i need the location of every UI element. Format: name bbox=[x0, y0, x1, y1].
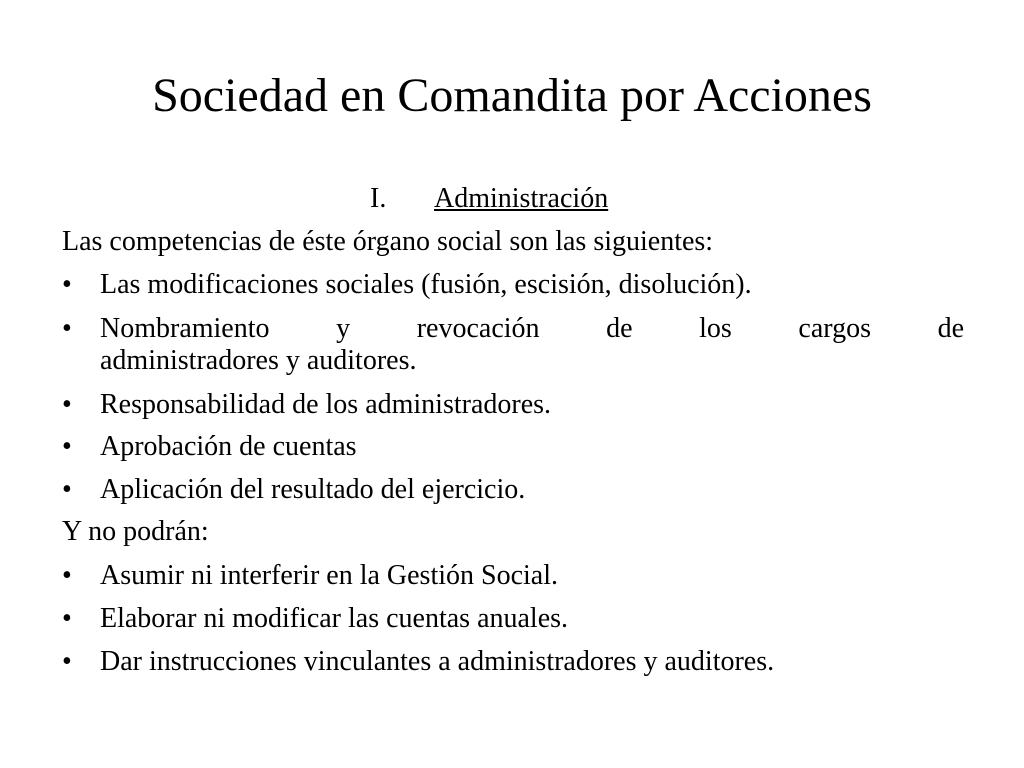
list-item-competencia-4 bbox=[62, 431, 964, 463]
prohibiciones-intro: Y no podrán: bbox=[62, 516, 209, 547]
list-item-text: Aprobación de cuentas bbox=[100, 431, 357, 462]
list-item-text: Elaborar ni modificar las cuentas anuales. bbox=[100, 603, 569, 634]
bullet-icon: • bbox=[62, 474, 72, 505]
intro-text: Las competencias de éste órgano social son las siguientes: bbox=[62, 226, 714, 257]
bullet-icon: • bbox=[62, 269, 72, 300]
list-item-text: Responsabilidad de los administradores. bbox=[100, 389, 552, 420]
list-item-text: Dar instrucciones vinculantes a administradores y auditores. bbox=[100, 646, 775, 677]
list-item-text bbox=[100, 313, 964, 377]
section-heading bbox=[370, 182, 608, 216]
list-item-text: Asumir ni interferir en la Gestión Social. bbox=[100, 560, 558, 591]
list-item-competencia-2 bbox=[62, 313, 964, 377]
bullet-icon: • bbox=[62, 603, 72, 634]
list-item-text: Aplicación del resultado del ejercicio. bbox=[100, 474, 526, 505]
slide-title: Sociedad en Comandita por Acciones bbox=[152, 69, 872, 122]
bullet-icon: • bbox=[62, 431, 72, 462]
section-number: I. bbox=[370, 183, 387, 214]
bullet-icon: • bbox=[62, 389, 72, 420]
list-item-competencia-3 bbox=[62, 389, 964, 421]
list-item-prohibicion-2 bbox=[62, 603, 964, 635]
list-item-competencia-5 bbox=[62, 474, 964, 506]
list-item-text-line-1: Nombramiento y revocación de los cargos de bbox=[100, 313, 964, 344]
list-item-text: Las modificaciones sociales (fusión, escisión, disolución). bbox=[100, 269, 752, 300]
list-item-competencia-1 bbox=[62, 269, 964, 301]
bullet-icon: • bbox=[62, 646, 72, 677]
list-item-prohibicion-1 bbox=[62, 560, 964, 592]
section-heading-text: Administración bbox=[434, 183, 609, 214]
list-item-prohibicion-3 bbox=[62, 646, 964, 678]
bullet-icon: • bbox=[62, 560, 72, 591]
bullet-icon: • bbox=[62, 313, 72, 344]
list-item-text-line-2: administradores y auditores. bbox=[100, 345, 417, 376]
